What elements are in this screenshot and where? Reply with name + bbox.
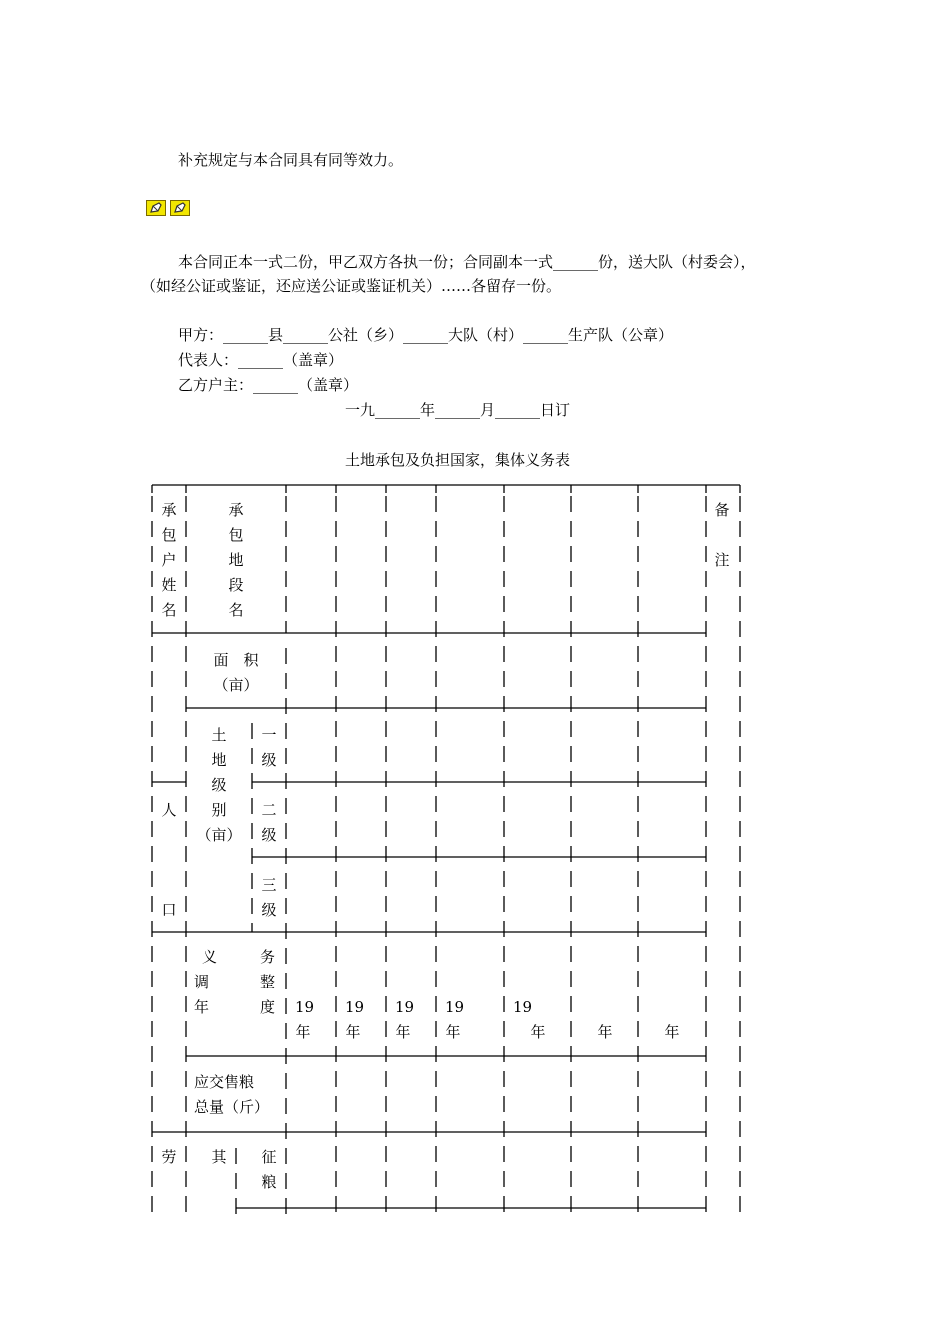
grade-3-label: 级 — [261, 901, 277, 919]
header-remark: 注 — [714, 551, 730, 569]
land-grade-label: 级 — [211, 776, 227, 794]
grade-2-label: 级 — [261, 826, 277, 844]
levy-grain-label: 征 — [261, 1148, 277, 1166]
year-suffix: 年 — [664, 1023, 680, 1041]
year-suffix: 年 — [395, 1023, 411, 1041]
sign-date-line: 一九______年______月______日订 — [345, 401, 571, 419]
header-contractor-name: 姓 — [161, 576, 177, 594]
supplement-text: 补充规定与本合同具有同等效力。 — [178, 151, 404, 169]
header-contractor-name: 名 — [161, 601, 177, 619]
header-plot-name: 承 — [228, 501, 244, 519]
grain-sale-unit: 总量（斤） — [194, 1098, 270, 1116]
copies-line-1: 本合同正本一式二份，甲乙双方各执一份；合同副本一式______份，送大队（村委会）， — [178, 253, 756, 271]
adjust-year-label: 整 — [260, 973, 276, 991]
levy-grain-label: 粮 — [261, 1173, 277, 1191]
table-title: 土地承包及负担国家，集体义务表 — [345, 451, 571, 469]
grade-1-label: 级 — [261, 751, 277, 769]
header-plot-name: 包 — [228, 526, 244, 544]
header-plot-name: 名 — [228, 601, 244, 619]
area-label: 面 积 — [213, 651, 259, 669]
year-suffix: 年 — [445, 1023, 461, 1041]
among-label: 其 — [211, 1148, 227, 1166]
adjust-year-label: 义 — [202, 948, 218, 966]
party-b-line: 乙方户主：______（盖章） — [178, 376, 359, 394]
year-suffix: 年 — [530, 1023, 546, 1041]
grade-1-label: 一 — [261, 726, 277, 744]
header-plot-name: 段 — [228, 576, 244, 594]
year-prefix: 19 — [295, 998, 315, 1016]
representative-line: 代表人：______（盖章） — [178, 351, 344, 369]
adjust-year-label: 度 — [260, 998, 276, 1016]
header-remark: 备 — [714, 501, 730, 519]
land-grade-unit: （亩） — [196, 826, 242, 844]
year-suffix: 年 — [345, 1023, 361, 1041]
grade-2-label: 二 — [261, 801, 277, 819]
population-label: 口 — [161, 901, 177, 919]
year-prefix: 19 — [513, 998, 533, 1016]
land-grade-label: 土 — [211, 726, 227, 744]
party-a-line: 甲方：______县______公社（乡）______大队（村）______生产队（公章） — [178, 326, 674, 344]
year-prefix: 19 — [395, 998, 415, 1016]
year-suffix: 年 — [597, 1023, 613, 1041]
adjust-year-label: 务 — [260, 948, 276, 966]
year-suffix: 年 — [295, 1023, 311, 1041]
adjust-year-label: 年 — [194, 998, 210, 1016]
land-grade-label: 地 — [211, 751, 227, 769]
labor-label: 劳 — [161, 1148, 177, 1166]
area-unit: （亩） — [213, 676, 259, 694]
header-contractor-name: 包 — [161, 526, 177, 544]
year-prefix: 19 — [445, 998, 465, 1016]
grain-sale-label: 应交售粮 — [194, 1073, 255, 1091]
grade-3-label: 三 — [261, 876, 277, 894]
adjust-year-label: 调 — [194, 973, 210, 991]
population-label: 人 — [161, 801, 177, 819]
land-grade-label: 别 — [211, 801, 227, 819]
header-contractor-name: 承 — [161, 501, 177, 519]
year-prefix: 19 — [345, 998, 365, 1016]
header-plot-name: 地 — [228, 551, 244, 569]
copies-line-2: （如经公证或鉴证，还应送公证或鉴证机关）……各留存一份。 — [141, 277, 562, 295]
header-contractor-name: 户 — [161, 551, 177, 569]
